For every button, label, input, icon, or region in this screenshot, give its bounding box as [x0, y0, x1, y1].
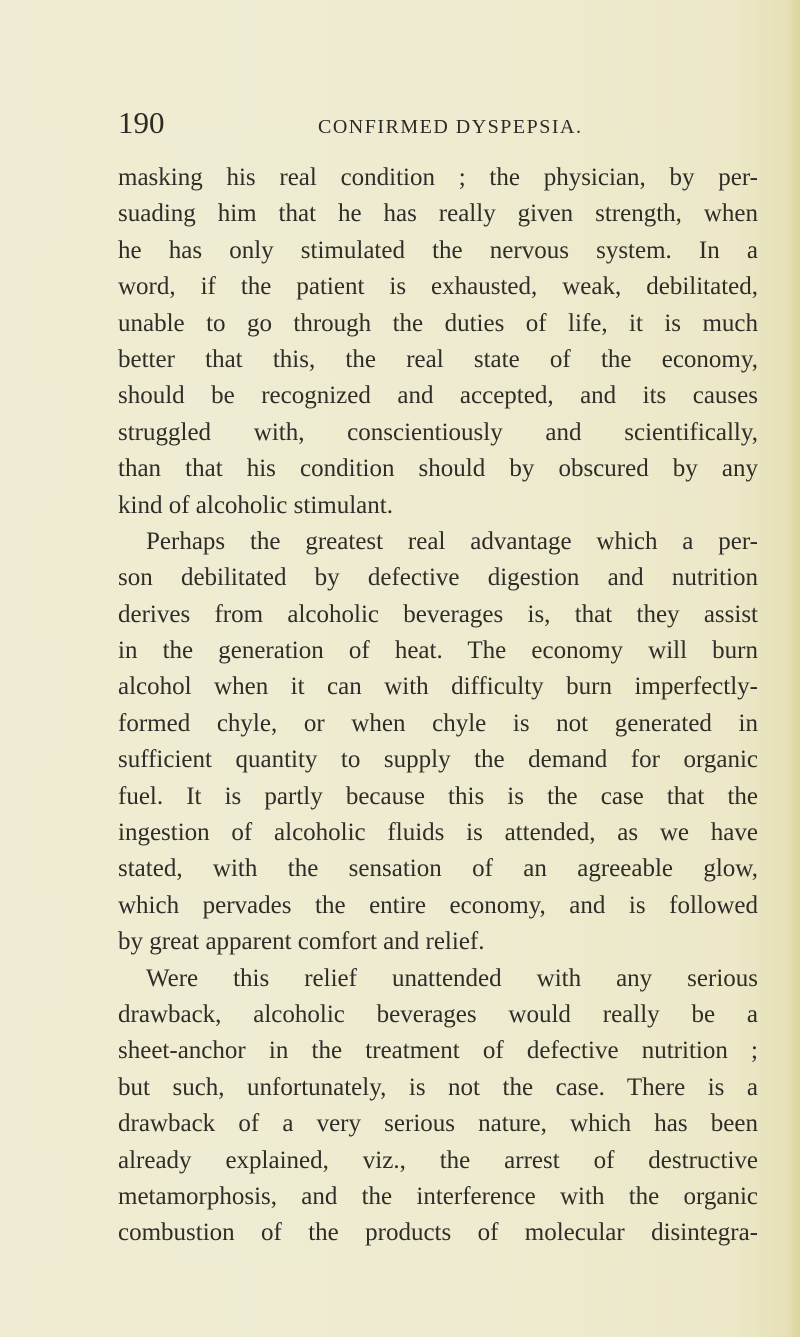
- text-line: in the generation of heat. The economy will burn: [118, 637, 758, 665]
- text-line: sufficient quantity to supply the demand for organic: [118, 746, 758, 774]
- text-line: but such, unfortunately, is not the case. There is a: [118, 1073, 758, 1101]
- text-line: unable to go through the duties of life, it is much: [118, 309, 758, 337]
- paragraph-end-line: kind of alcoholic stimulant.: [118, 491, 393, 519]
- page-number: 190: [118, 105, 165, 140]
- text-line: ingestion of alcoholic fluids is attended, as we have: [118, 819, 758, 847]
- text-line: stated, with the sensation of an agreeable glow,: [118, 855, 758, 883]
- text-line: suading him that he has really given strength, when: [118, 200, 758, 228]
- paragraph-start-line: Perhaps the greatest real advantage which a per-: [146, 527, 758, 555]
- body-text: [118, 160, 758, 1252]
- text-line: sheet-anchor in the treatment of defective nutrition ;: [118, 1037, 758, 1065]
- text-line: which pervades the entire economy, and is followed: [118, 891, 758, 919]
- text-line: already explained, viz., the arrest of destructive: [118, 1146, 758, 1174]
- text-line: drawback of a very serious nature, which has been: [118, 1110, 758, 1138]
- text-line: should be recognized and accepted, and its causes: [118, 382, 758, 410]
- paragraph-start-line: Were this relief unattended with any serious: [146, 964, 758, 992]
- text-line: struggled with, conscientiously and scientifically,: [118, 418, 758, 446]
- text-line: combustion of the products of molecular disintegra-: [118, 1219, 758, 1247]
- text-line: metamorphosis, and the interference with the organic: [118, 1182, 758, 1210]
- page-edge-shadow: [786, 0, 800, 1337]
- text-line: derives from alcoholic beverages is, that they assist: [118, 600, 758, 628]
- paragraph-end-line: by great apparent comfort and relief.: [118, 928, 485, 956]
- text-line: son debilitated by defective digestion and nutrition: [118, 564, 758, 592]
- text-line: he has only stimulated the nervous system. In a: [118, 236, 758, 264]
- text-line: alcohol when it can with difficulty burn imperfectly-: [118, 673, 758, 701]
- text-line: fuel. It is partly because this is the case that the: [118, 782, 758, 810]
- text-line: drawback, alcoholic beverages would really be a: [118, 1000, 758, 1028]
- running-head: CONFIRMED DYSPEPSIA.: [318, 116, 583, 138]
- text-line: better that this, the real state of the economy,: [118, 345, 758, 373]
- text-line: than that his condition should by obscured by any: [118, 455, 758, 483]
- text-line: formed chyle, or when chyle is not generated in: [118, 709, 758, 737]
- page-header: [118, 103, 758, 143]
- text-line: word, if the patient is exhausted, weak, debilitated,: [118, 273, 758, 301]
- text-line: masking his real condition ; the physician, by per-: [118, 164, 758, 191]
